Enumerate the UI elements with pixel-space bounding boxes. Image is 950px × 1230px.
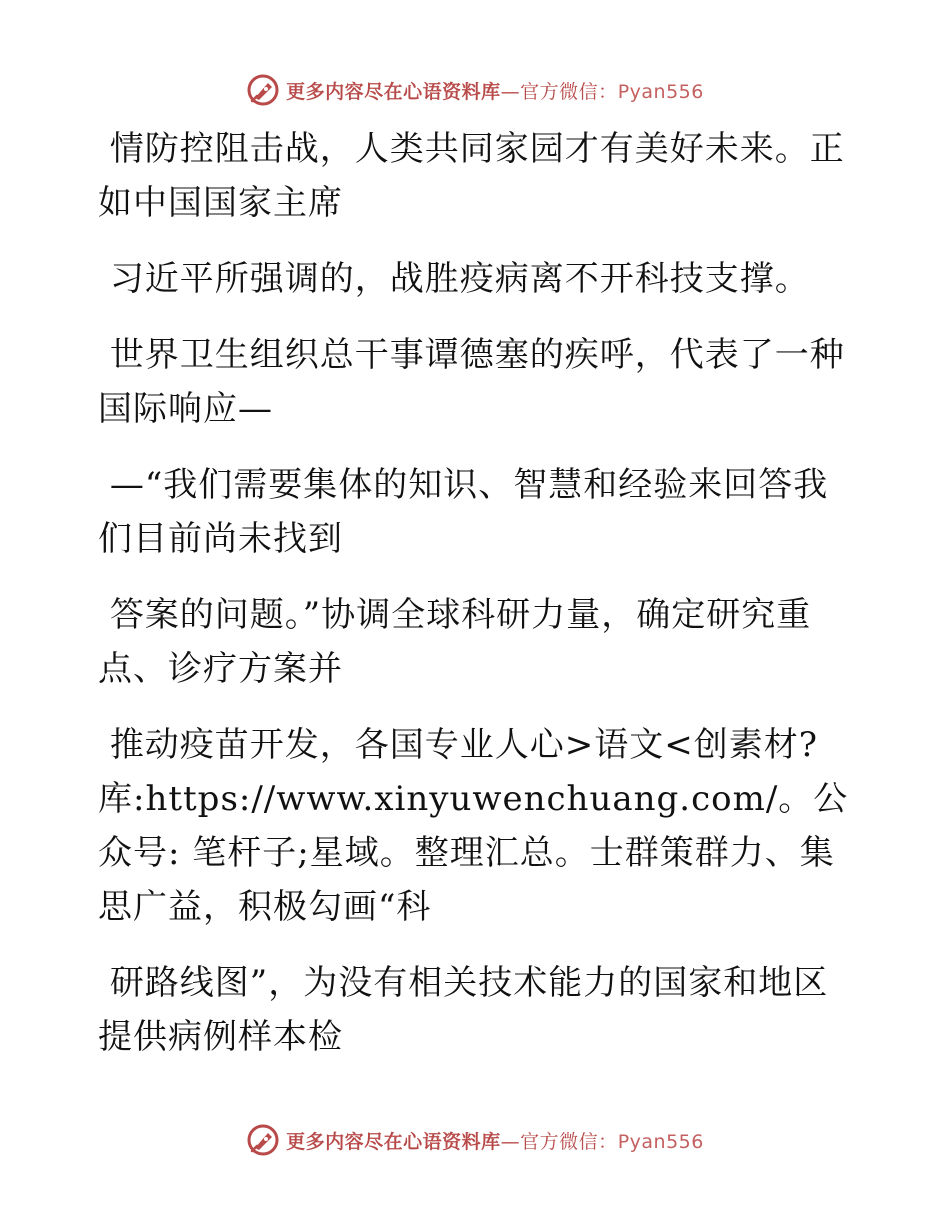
document-body: [98, 122, 858, 1064]
paragraph: 研路线图”，为没有相关技术能力的国家和地区提供病例样本检: [98, 963, 829, 1057]
paragraph: —“我们需要集体的知识、智慧和经验来回答我们目前尚未找到: [98, 465, 829, 559]
paragraph: 推动疫苗开发，各国专业人心>语文<创素材?库:https://www.xinyuwenchuang.com/。公众号: 笔杆子;星域。整理汇总。士群策群力、集思广益，积极勾画“科: [98, 725, 849, 927]
banner-wechat-label: 官方微信：: [520, 80, 618, 103]
header-banner: [0, 70, 950, 110]
banner-separator: —: [500, 80, 521, 103]
banner-separator: —: [500, 1130, 521, 1153]
paragraph: 答案的问题。”协调全球科研力量，确定研究重点、诊疗方案并: [98, 595, 812, 689]
footer-banner: [0, 1120, 950, 1160]
paragraph: 世界卫生组织总干事谭德塞的疾呼，代表了一种国际响应—: [98, 335, 845, 429]
pen-nib-circle-icon: [246, 1123, 280, 1157]
paragraph: 习近平所强调的，战胜疫病离不开科技支撑。: [98, 259, 810, 299]
banner-site-name: 更多内容尽在心语资料库: [286, 80, 501, 103]
banner-site-name: 更多内容尽在心语资料库: [286, 1130, 501, 1153]
banner-wechat-id: Pyan556: [617, 1130, 704, 1153]
paragraph: 情防控阻击战，人类共同家园才有美好未来。正如中国国家主席: [98, 129, 845, 223]
pen-nib-circle-icon: [246, 73, 280, 107]
banner-text: [286, 77, 704, 104]
banner-text: [286, 1127, 704, 1154]
banner-wechat-id: Pyan556: [617, 80, 704, 103]
banner-wechat-label: 官方微信：: [520, 1130, 618, 1153]
